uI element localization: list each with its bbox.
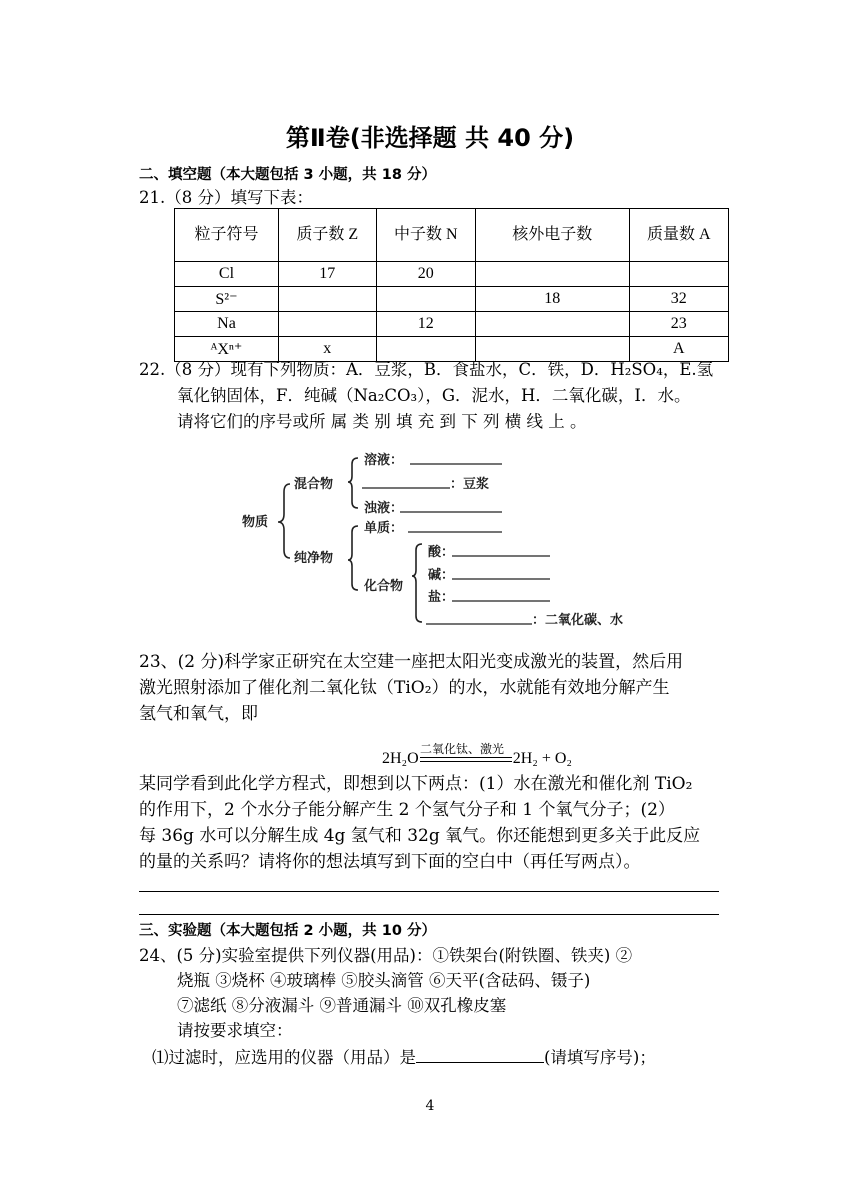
- label-soymilk: ：豆浆: [450, 477, 490, 492]
- section-title: 第Ⅱ卷(非选择题 共 40 分): [285, 124, 575, 152]
- table-cell: A: [629, 337, 728, 362]
- table-header-cell: 粒子符号: [175, 209, 279, 262]
- section-3-heading: 三、实验题（本大题包括 2 小题，共 10 分）: [139, 923, 436, 939]
- label-element: 单质：: [364, 521, 404, 536]
- table-cell: S²⁻: [175, 287, 279, 312]
- q24-line-3: ⑦滤纸 ⑧分液漏斗 ⑨普通漏斗 ⑩双孔橡皮塞: [177, 996, 507, 1015]
- section-2-heading: 二、填空题（本大题包括 3 小题，共 18 分）: [139, 167, 436, 183]
- particle-table: [174, 208, 729, 362]
- chemical-equation: [382, 750, 572, 768]
- table-cell: x: [278, 337, 376, 362]
- table-cell: [376, 287, 475, 312]
- table-cell: 20: [376, 262, 475, 287]
- table-header-cell: 质量数 A: [629, 209, 728, 262]
- label-acid: 酸：: [428, 545, 455, 560]
- answer-line[interactable]: [139, 914, 719, 915]
- q24-line-2: 烧瓶 ③烧杯 ④玻璃棒 ⑤胶头滴管 ⑥天平(含砝码、镊子): [177, 971, 591, 990]
- q21-stem: 21.（8 分）填写下表：: [139, 188, 313, 207]
- q23-line-2: 激光照射添加了催化剂二氧化钛（TiO₂）的水，水就能有效地分解产生: [139, 678, 670, 698]
- mixture-brace: [348, 458, 358, 508]
- table-cell: 17: [278, 262, 376, 287]
- label-salt: 盐：: [428, 590, 455, 605]
- classification-diagram: [240, 446, 640, 632]
- q23-line-3: 氢气和氧气，即: [139, 704, 258, 724]
- equation-left: 2H₂O: [382, 750, 419, 767]
- q23-line-7: 的量的关系吗？请将你的想法填写到下面的空白中（再任写两点）。: [139, 852, 641, 872]
- table-row: [175, 312, 729, 337]
- table-header-row: [175, 209, 729, 262]
- equation-right: 2H₂ + O₂: [512, 750, 572, 767]
- equation-arrow: [420, 757, 512, 762]
- page-number: 4: [425, 1098, 435, 1114]
- q22-line-2: 氧化钠固体，F．纯碱（Na₂CO₃），G．泥水，H．二氧化碳，I．水。: [177, 386, 691, 405]
- q24-line-5-suffix: (请填写序号)；: [544, 1048, 656, 1067]
- label-solution: 溶液：: [364, 453, 404, 468]
- compound-brace: [412, 544, 422, 622]
- table-cell: 32: [629, 287, 728, 312]
- label-turbid: 浊液：: [364, 501, 404, 516]
- q23-line-1: 23、(2 分)科学家正研究在太空建一座把太阳光变成激光的装置，然后用: [139, 652, 684, 672]
- q24-line-5: [152, 1044, 656, 1070]
- table-header-cell: 核外电子数: [475, 209, 629, 262]
- table-cell: 23: [629, 312, 728, 337]
- table-cell: Cl: [175, 262, 279, 287]
- root-brace: [278, 484, 290, 558]
- table-row: [175, 262, 729, 287]
- pure-brace: [348, 526, 358, 590]
- q23-line-5: 的作用下，2 个水分子能分解产生 2 个氢气分子和 1 个氧气分子；(2）: [139, 800, 675, 820]
- table-cell: 18: [475, 287, 629, 312]
- label-base: 碱：: [428, 568, 455, 583]
- table-row: [175, 287, 729, 312]
- table-cell: [475, 312, 629, 337]
- answer-blank[interactable]: [416, 1044, 544, 1063]
- q22-line-1: 22.（8 分）现有下列物质：A．豆浆，B．食盐水，C．铁，D．H₂SO₄，E.氢: [139, 360, 714, 379]
- table-cell: [475, 262, 629, 287]
- q23-line-6: 每 36g 水可以分解生成 4g 氢气和 32g 氧气。你还能想到更多关于此反应: [139, 826, 701, 846]
- label-compound: 化合物: [364, 579, 404, 594]
- label-mixture: 混合物: [294, 477, 334, 492]
- table-header-cell: 中子数 N: [376, 209, 475, 262]
- table-cell: [629, 262, 728, 287]
- q24-line-5-prefix: ⑴过滤时，应选用的仪器（用品）是: [152, 1048, 416, 1067]
- q22-line-3: 请将它们的序号或所 属 类 别 填 充 到 下 列 横 线 上 。: [177, 412, 587, 431]
- table-cell: ᴬXⁿ⁺: [175, 337, 279, 362]
- q24-line-4: 请按要求填空：: [177, 1021, 293, 1040]
- table-header-cell: 质子数 Z: [278, 209, 376, 262]
- label-pure: 纯净物: [294, 551, 334, 566]
- table-cell: 12: [376, 312, 475, 337]
- q23-line-4: 某同学看到此化学方程式，即想到以下两点：(1）水在激光和催化剂 TiO₂: [139, 774, 693, 794]
- equation-condition: 二氧化钛、激光: [419, 742, 504, 756]
- table-cell: [278, 287, 376, 312]
- label-oxide: ：二氧化碳、水: [532, 613, 624, 628]
- answer-line[interactable]: [139, 891, 719, 892]
- q24-line-1: 24、(5 分)实验室提供下列仪器(用品)：①铁架台(附铁圈、铁夹) ②: [139, 946, 633, 965]
- table-cell: [278, 312, 376, 337]
- table-cell: Na: [175, 312, 279, 337]
- label-root: 物质: [242, 515, 269, 530]
